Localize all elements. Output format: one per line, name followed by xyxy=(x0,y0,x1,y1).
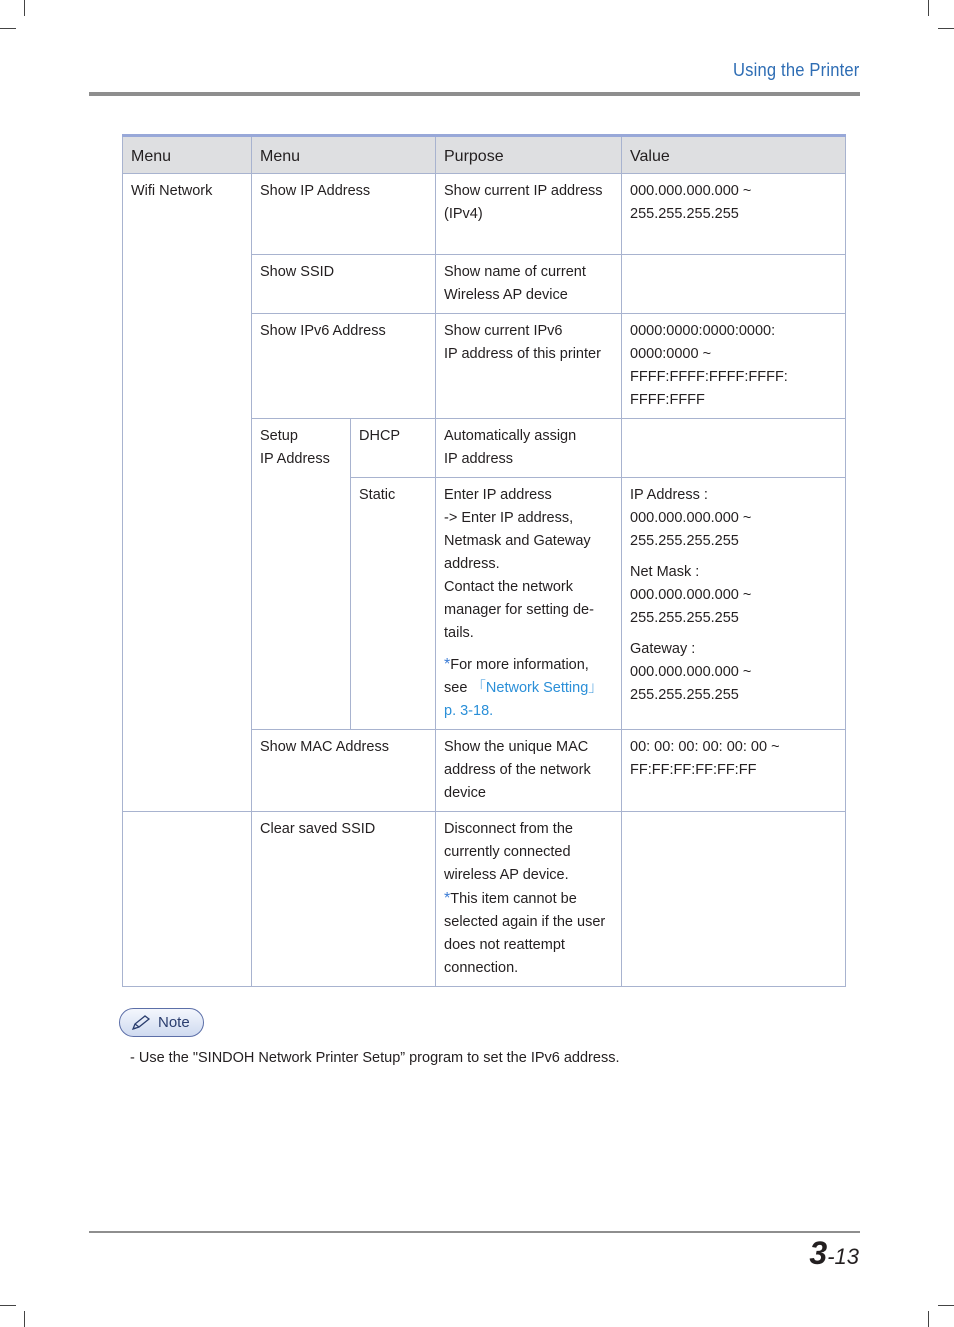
section-title: Using the Printer xyxy=(732,60,859,80)
column-header-purpose: Purpose xyxy=(436,136,622,174)
asterisk-icon: * xyxy=(444,890,451,907)
footer-rule xyxy=(89,1231,860,1233)
purpose-cell: Show current IP address (IPv4) xyxy=(436,174,622,255)
column-header-menu: Menu xyxy=(123,136,252,174)
menu-group-cell xyxy=(123,812,252,987)
chapter-number: 3 xyxy=(809,1235,828,1271)
value-cell xyxy=(622,812,846,987)
purpose-cell: Automatically assign IP address xyxy=(436,419,622,478)
purpose-cell: Show current IPv6 IP address of this printer xyxy=(436,314,622,419)
value-cell: 000.000.000.000 ~ 255.255.255.255 xyxy=(622,174,846,255)
menu-cell: Clear saved SSID xyxy=(252,812,436,987)
warning-note: *This item cannot be xyxy=(444,890,577,907)
note-label: Note xyxy=(158,1014,190,1031)
crop-mark xyxy=(938,1305,954,1306)
purpose-cell: Show name of current Wireless AP device xyxy=(436,255,622,314)
table-header-row xyxy=(123,136,846,174)
submenu-cell: Static xyxy=(351,478,436,730)
network-setting-link[interactable]: 「Network Setting」 xyxy=(471,680,603,696)
menu-cell: Show IPv6 Address xyxy=(252,314,436,419)
asterisk-icon: * xyxy=(444,656,451,673)
column-header-submenu: Menu xyxy=(252,136,436,174)
submenu-cell: DHCP xyxy=(351,419,436,478)
crop-mark xyxy=(928,1311,929,1327)
column-header-value: Value xyxy=(622,136,846,174)
value-cell: 0000:0000:0000:0000: 0000:0000 ~ FFFF:FFFF:FFFF:FFFF: FFFF:FFFF xyxy=(622,314,846,419)
crop-mark xyxy=(24,0,25,16)
crop-mark xyxy=(24,1311,25,1327)
menu-cell: Show IP Address xyxy=(252,174,436,255)
purpose-cell: Disconnect from the currently connected wireless AP device. *This item cannot be selected again if the user does not reattempt connection. xyxy=(436,812,622,987)
note-badge xyxy=(119,1008,204,1037)
header-rule xyxy=(89,92,860,96)
pencil-icon xyxy=(130,1014,152,1032)
reference-note: *For more information, xyxy=(444,656,589,673)
menu-group-cell: Wifi Network xyxy=(123,174,252,812)
purpose-cell: Enter IP address -> Enter IP address, Netmask and Gateway address. Contact the network manager for setting de- tails. *For more information, see 「Network Setting」 p. 3-18. xyxy=(436,478,622,730)
page-suffix: -13 xyxy=(827,1244,859,1269)
crop-mark xyxy=(938,28,954,29)
table-row xyxy=(123,812,846,987)
crop-mark xyxy=(0,28,16,29)
value-cell xyxy=(622,419,846,478)
purpose-cell: Show the unique MAC address of the network device xyxy=(436,730,622,812)
table-row xyxy=(123,174,846,255)
crop-mark xyxy=(0,1305,16,1306)
menu-cell: Show MAC Address xyxy=(252,730,436,812)
value-cell xyxy=(622,255,846,314)
value-cell: IP Address : 000.000.000.000 ~ 255.255.255.255 Net Mask : 000.000.000.000 ~ 255.255.255.255 Gateway : 000.000.000.000 ~ 255.255.255.255 xyxy=(622,478,846,730)
crop-mark xyxy=(928,0,929,16)
menu-cell: Show SSID xyxy=(252,255,436,314)
menu-cell: Setup IP Address xyxy=(252,419,351,730)
note-text: - Use the "SINDOH Network Printer Setup” program to set the IPv6 address. xyxy=(130,1050,620,1066)
page-reference-link[interactable]: p. 3-18. xyxy=(444,703,494,719)
menu-table xyxy=(122,134,846,987)
page-number xyxy=(809,1235,859,1272)
value-cell: 00: 00: 00: 00: 00: 00 ~ FF:FF:FF:FF:FF:FF xyxy=(622,730,846,812)
